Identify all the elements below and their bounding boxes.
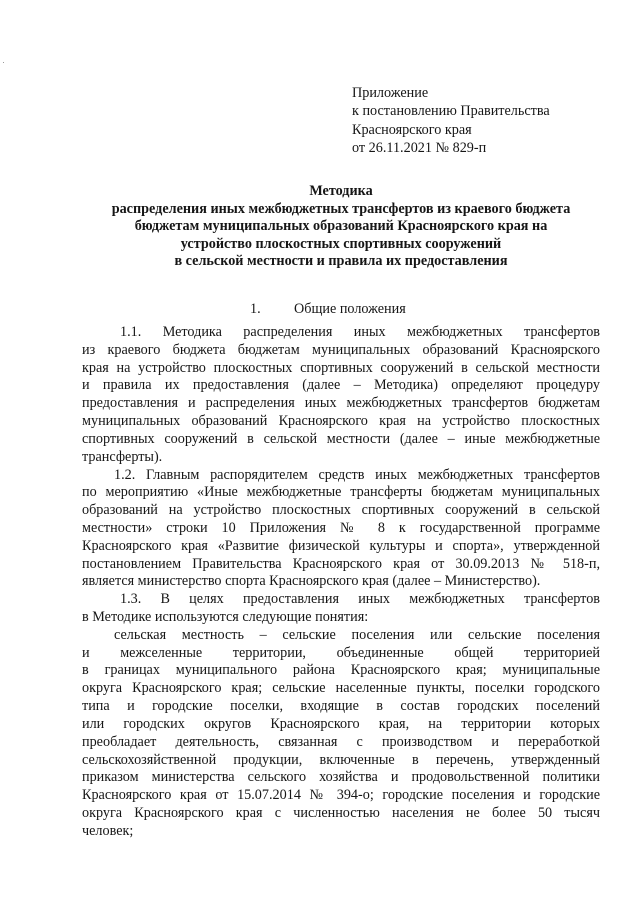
section-heading [250,300,406,318]
definition-line: сельскохозяйственной продукции, включенные в перечень, утвержденный [82,751,600,768]
paragraph-1-2-line: является министерство спорта Красноярского края (далее – Министерство). [82,573,541,590]
paragraph-1-1-line: спортивных сооружений в сельской местности (далее – иные межбюджетные [82,430,600,447]
paragraph-1-1-line: предоставления и распределения иных межбюджетных трансфертов бюджетам [82,395,600,412]
paragraph-1-1-line: муниципальных образований Красноярского края на устройство плоскостных [82,413,600,430]
title-line-3: бюджетам муниципальных образований Красноярского края на [134,218,548,235]
section-number: 1. [250,301,261,317]
title-line-4: устройство плоскостных спортивных сооружений [180,235,502,252]
definition-line: приказом министерства сельского хозяйства и продовольственной политики [82,769,600,786]
definition-line: сельская местность – сельские поселения или сельские поселения [114,626,600,643]
paragraph-1-2-line: по мероприятию «Иные межбюджетные трансферты бюджетам муниципальных [82,484,600,501]
paragraph-1-1-line: из краевого бюджета бюджетам муниципальных образований Красноярского [82,341,600,358]
title-line-5: в сельской местности и правила их предоставления [174,253,508,270]
paragraph-1-2-line: постановлением Правительства Красноярского края от 30.09.2013 № 518-п, [82,555,600,572]
definition-line: или городских округов Красноярского края, на территории которых [82,715,600,732]
document-body [82,324,600,841]
definition-line: типа и городские поселки, входящие в состав городских поселений [82,698,600,715]
definition-line: и межселенные территории, объединенные общей территорией [82,644,600,661]
section-title: Общие положения [294,301,406,317]
annex-header [352,84,550,157]
definition-line: округа Красноярского края; сельские населенные пункты, поселки городского [82,680,600,697]
title-line-1: Методика [309,183,373,199]
definition-line: Красноярского края от 15.07.2014 № 394-о; городские поселения и городские [82,787,600,804]
definition-line: преобладает деятельность, связанная с производством и переработкой [82,733,600,750]
paragraph-1-1-line: 1.1. Методика распределения иных межбюджетных трансфертов [120,324,600,340]
annex-line-3: Красноярского края [352,121,472,138]
title-line-2: распределения иных межбюджетных трансфертов из краевого бюджета [111,200,571,217]
definition-line: человек; [82,822,134,839]
paragraph-1-3-line: в Методике используются следующие понятия: [82,609,369,625]
annex-line-1: Приложение [352,85,429,101]
paragraph-1-3-line: 1.3. В целях предоставления иных межбюджетных трансфертов [120,591,600,608]
paragraph-1-2-line: местности» строки 10 Приложения № 8 к государственной программе [82,519,600,536]
definition-line: в границах муниципального района Красноярского края; муниципальные [82,662,600,679]
paragraph-1-2-line: образований на устройство плоскостных спортивных сооружений в сельской [82,502,600,519]
paragraph-1-1-line: и правила их предоставления (далее – Методика) определяют процедуру [82,377,600,394]
scan-speck [3,62,4,63]
annex-line-2: к постановлению Правительства [352,103,550,120]
paragraph-1-2-line: 1.2. Главным распорядителем средств иных межбюджетных трансфертов [114,466,600,483]
document-title [60,183,622,271]
paragraph-1-2-line: Красноярского края «Развитие физической культуры и спорта», утвержденной [82,537,600,554]
definition-line: округа Красноярского края с численностью населения не более 50 тысяч [82,804,600,821]
annex-line-4: от 26.11.2021 № 829-п [352,139,487,156]
paragraph-1-1-line: трансферты). [82,448,163,465]
paragraph-1-1-line: края на устройство плоскостных спортивных сооружений в сельской местности [82,359,600,376]
